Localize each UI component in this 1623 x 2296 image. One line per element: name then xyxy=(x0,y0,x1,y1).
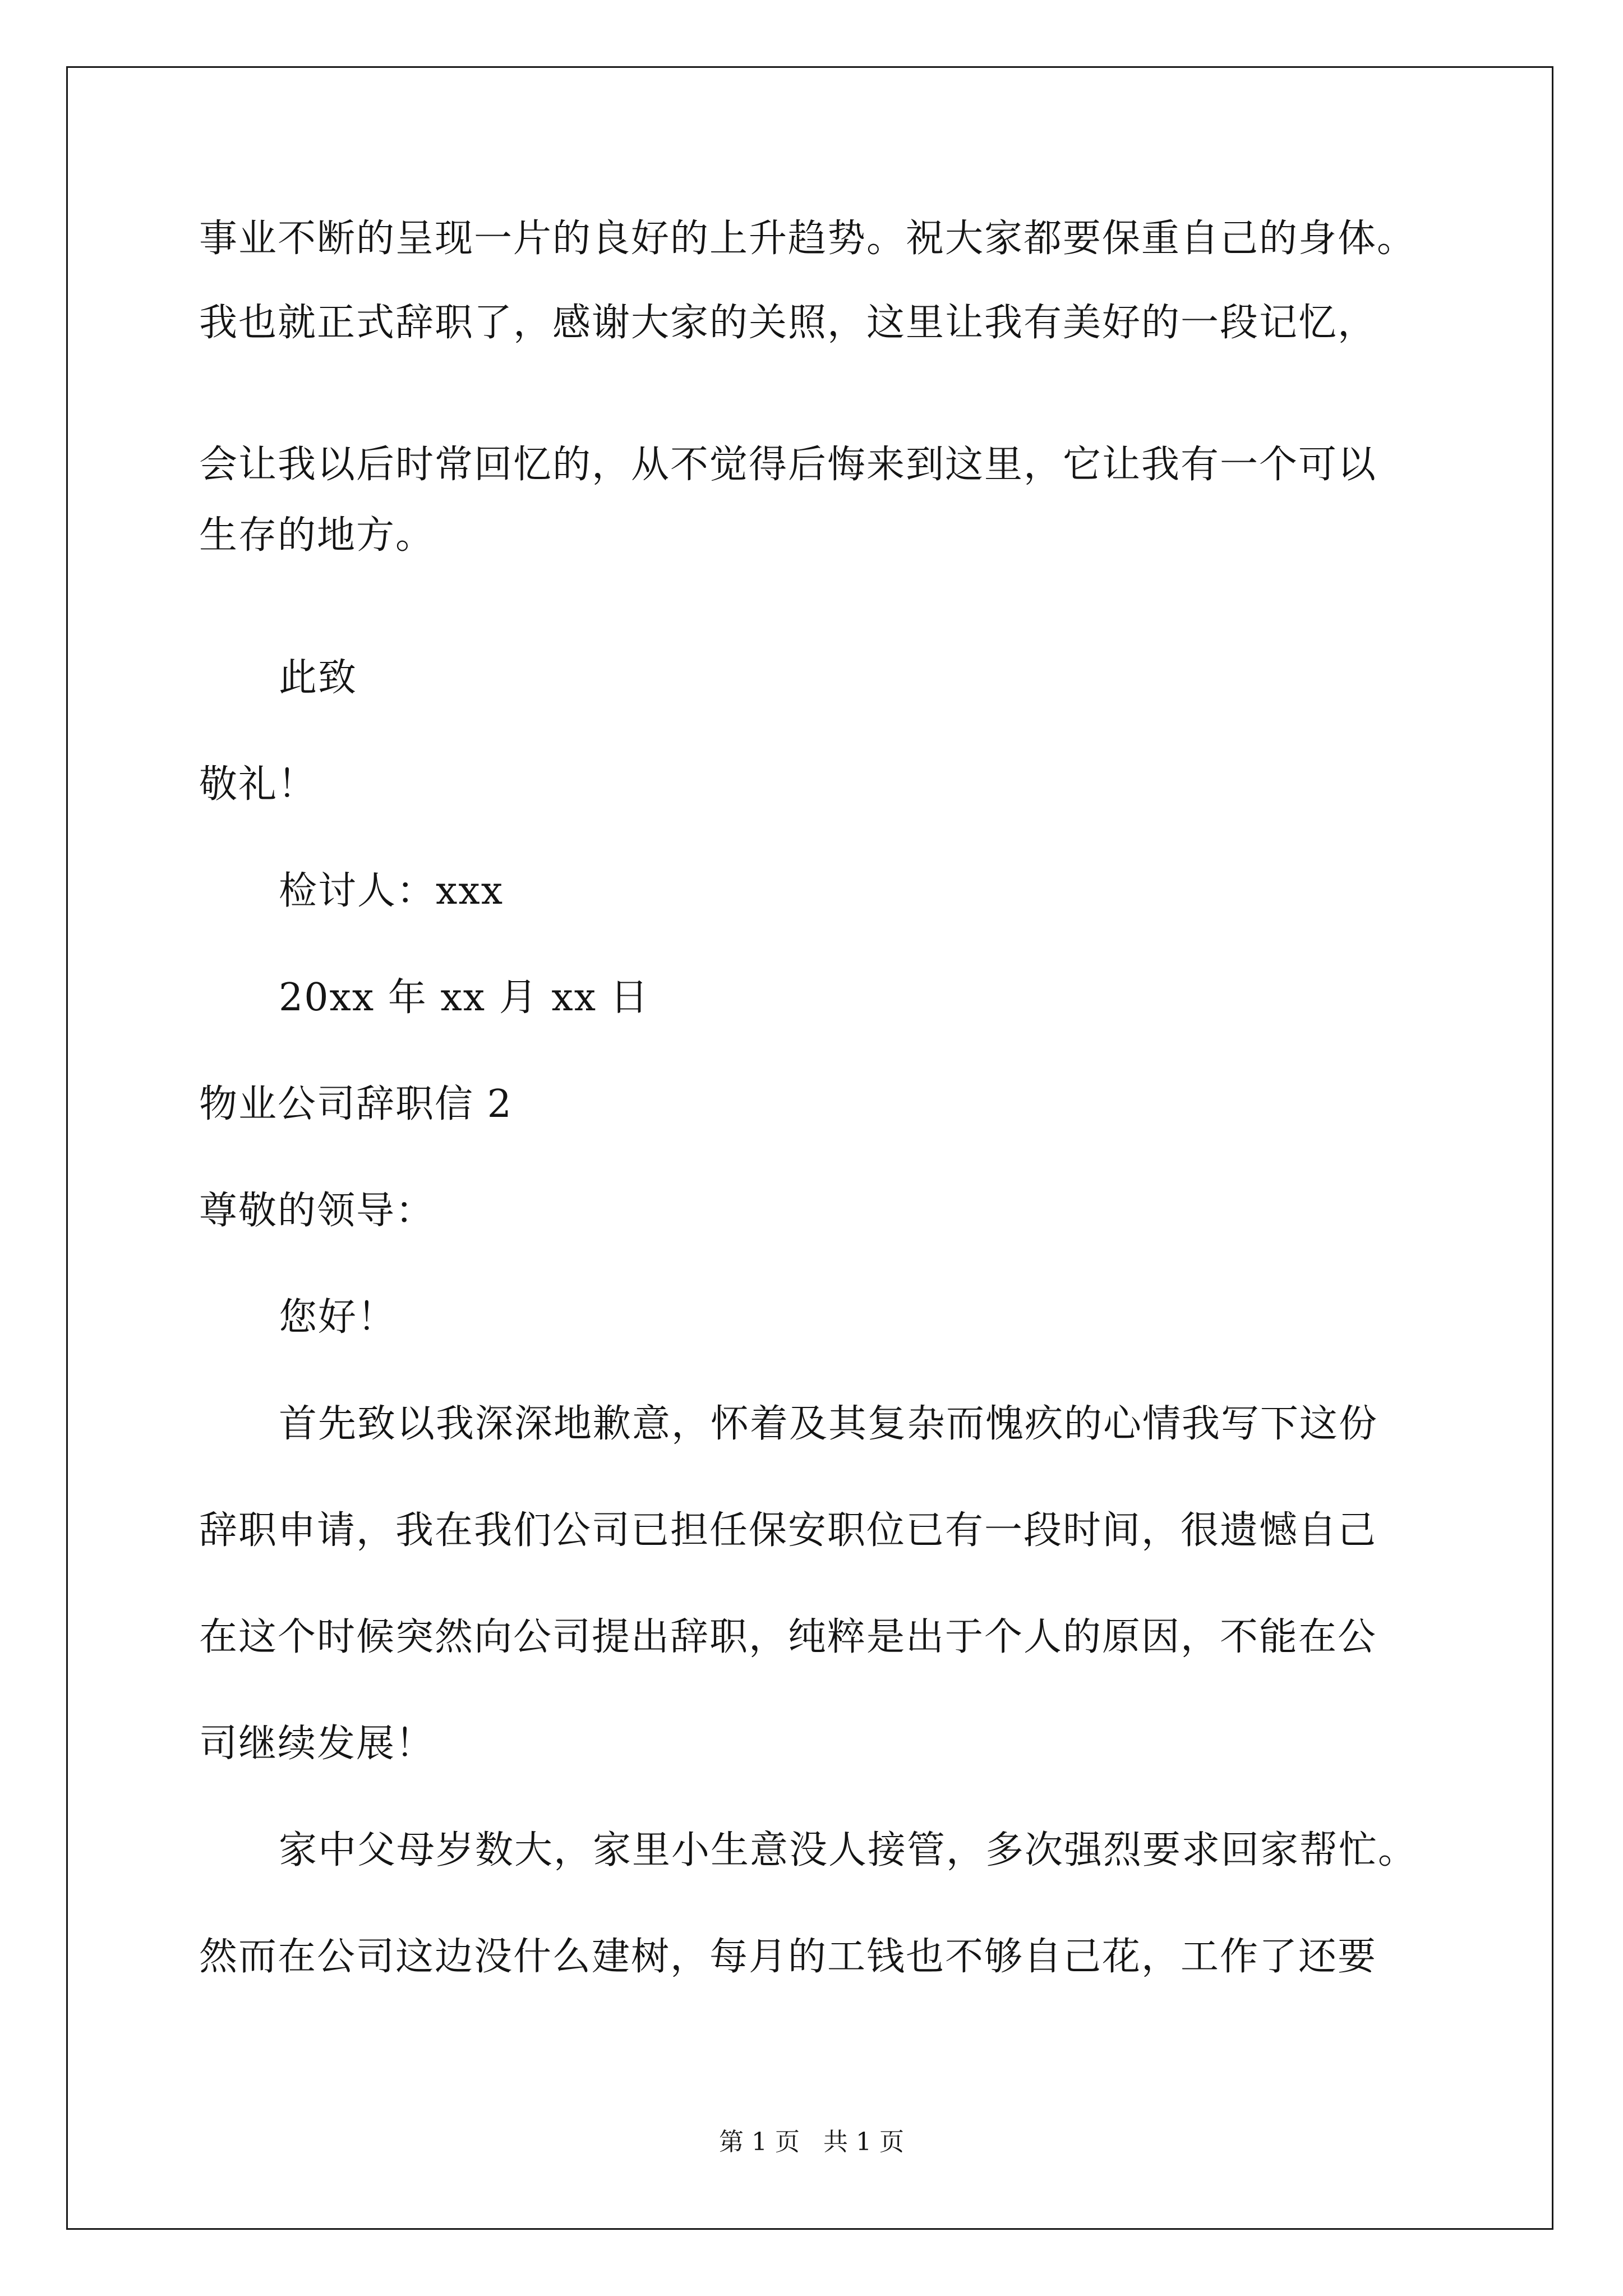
closing-regards: 敬礼！ xyxy=(199,762,317,807)
greeting-hello: 您好！ xyxy=(279,1295,397,1340)
date-line: 20xx 年 xx 月 xx 日 xyxy=(279,976,649,1020)
page-footer: 第 1 页 共 1 页 xyxy=(719,2128,904,2156)
closing-salutation: 此致 xyxy=(279,656,358,700)
page-border xyxy=(66,66,1553,2230)
body-line: 司继续发展！ xyxy=(199,1722,435,1766)
signature-line: 检讨人：xxx xyxy=(279,869,504,913)
body-line: 生存的地方。 xyxy=(199,513,435,558)
body-line: 我也就正式辞职了，感谢大家的关照，这里让我有美好的一段记忆， xyxy=(199,301,1377,345)
section-title: 物业公司辞职信 2 xyxy=(199,1082,513,1126)
body-line: 然而在公司这边没什么建树，每月的工钱也不够自己花，工作了还要 xyxy=(199,1935,1377,1979)
body-line: 首先致以我深深地歉意，怀着及其复杂而愧疚的心情我写下这份 xyxy=(279,1402,1378,1446)
body-line: 辞职申请，我在我们公司已担任保安职位已有一段时间，很遗憾自己 xyxy=(199,1508,1377,1553)
body-line: 事业不断的呈现一片的良好的上升趋势。祝大家都要保重自己的身体。 xyxy=(199,217,1417,261)
body-line: 家中父母岁数大，家里小生意没人接管，多次强烈要求回家帮忙。 xyxy=(279,1828,1418,1872)
body-line: 会让我以后时常回忆的，从不觉得后悔来到这里，它让我有一个可以 xyxy=(199,443,1377,487)
greeting-line: 尊敬的领导： xyxy=(199,1189,435,1233)
body-line: 在这个时候突然向公司提出辞职，纯粹是出于个人的原因，不能在公 xyxy=(199,1615,1377,1659)
